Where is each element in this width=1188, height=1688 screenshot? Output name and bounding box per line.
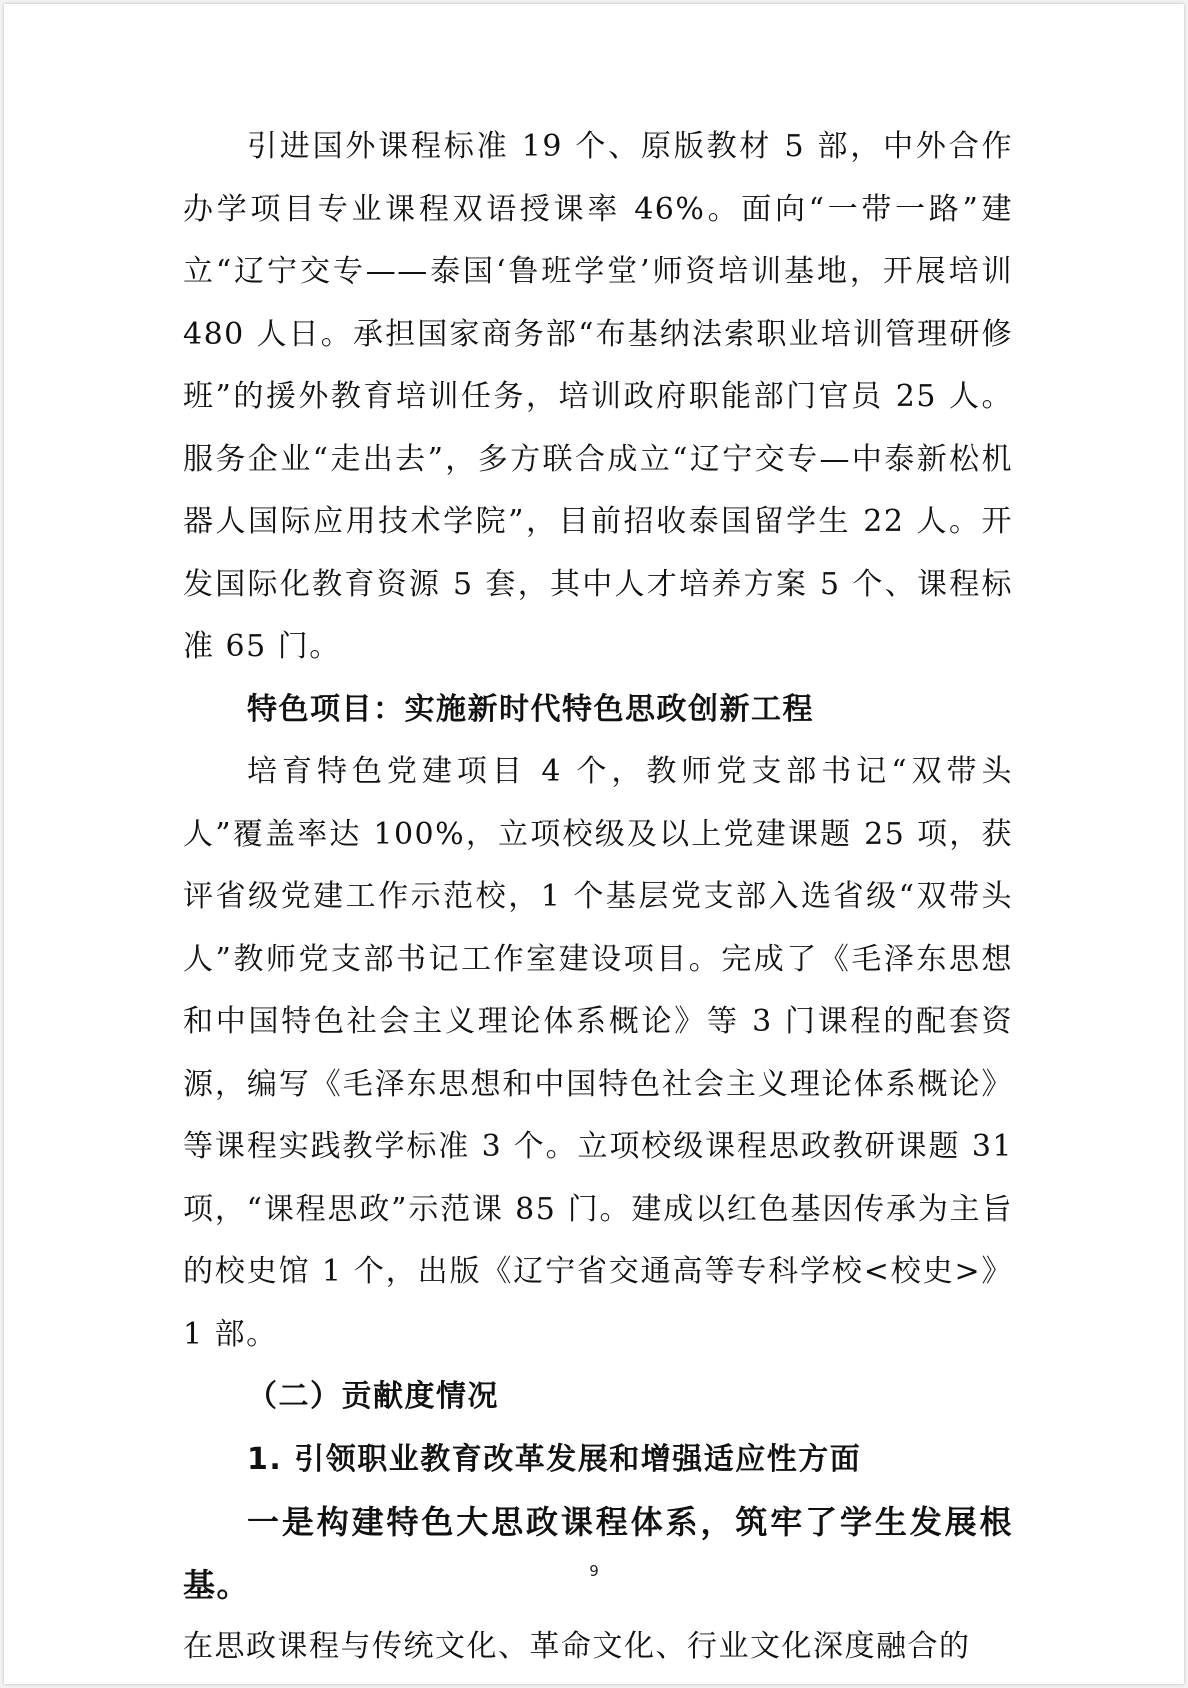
paragraph-ideological-course: 在思政课程与传统文化、革命文化、行业文化深度融合的 xyxy=(183,1629,971,1664)
heading-section-1: 1. 引领职业教育改革发展和增强适应性方面 xyxy=(247,1441,862,1477)
page-number: 9 xyxy=(589,1562,599,1580)
paragraph-international-cooperation: 引进国外课程标准 19 个、原版教材 5 部，中外合作办学项目专业课程双语授课率 46%。面向“一带一路”建立“辽宁交专——泰国‘鲁班学堂’师资培训基地，开展培训 480 人日。承担国家商务部“布基纳法索职业培训管理研修班”的援外教育培训任务，培训政府职能部门官员 25 人。服务企业“走出去”，多方联合成立“辽宁交专—中泰新松机器人国际应用技术学院”，目前招收泰国留学生 22 人。开发国际化教育资源 5 套，其中人才培养方案 5 个、课程标准 65 门。 xyxy=(183,129,1013,664)
lead-sentence: 一是构建特色大思政课程体系，筑牢了学生发展根基。 xyxy=(183,1503,1013,1604)
paragraph-party-building: 培育特色党建项目 4 个，教师党支部书记“双带头人”覆盖率达 100%，立项校级及以上党建课题 25 项，获评省级党建工作示范校，1 个基层党支部入选省级“双带头人”教师党支部书记工作室建设项目。完成了《毛泽东思想和中国特色社会主义理论体系概论》等 3 门课程的配套资源，编写《毛泽东思想和中国特色社会主义理论体系概论》等课程实践教学标准 3 个。立项校级课程思政教研课题 31 项，“课程思政”示范课 85 门。建成以红色基因传承为主旨的校史馆 1 个，出版《辽宁省交通高等专科学校<校史>》1 部。 xyxy=(183,754,1013,1352)
document-body xyxy=(183,116,1013,1679)
heading-contribution: （二）贡献度情况 xyxy=(247,1379,499,1414)
heading-featured-project: 特色项目：实施新时代特色思政创新工程 xyxy=(247,691,814,727)
